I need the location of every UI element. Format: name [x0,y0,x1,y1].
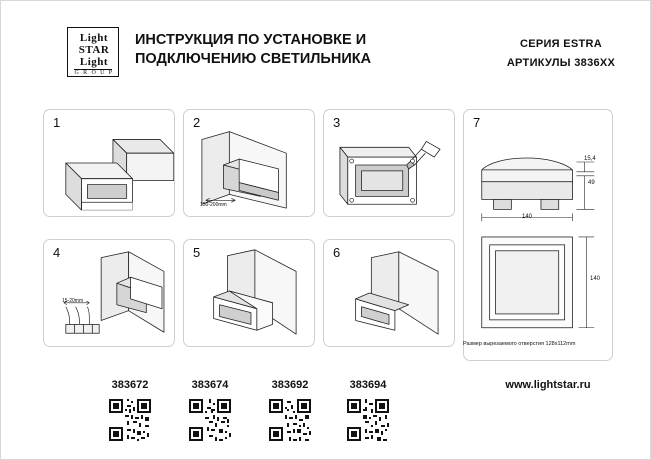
step-3-figure [324,110,454,216]
step-4-figure [44,240,174,346]
step-number-1: 1 [53,115,61,130]
dimension-height-side: 49 [588,180,595,186]
qr-code-3 [267,397,313,443]
logo-line-3: Light [79,56,109,68]
qr-code-2 [187,397,233,443]
step-number-2: 2 [193,115,201,130]
series-articles: АРТИКУЛЫ 3836XX [506,57,616,69]
dimension-height-small: 15,4 [584,156,596,162]
qr-code-4 [345,397,391,443]
website-link[interactable]: www.lightstar.ru [505,379,591,391]
step-box-7 [463,109,613,361]
step-1-figure [44,110,174,216]
page-title [135,31,415,69]
article-code-1: 383672 [111,379,149,391]
step-7-figure [464,110,612,360]
dimension-height-front: 140 [590,276,601,282]
article-code-3: 383692 [271,379,309,391]
article-code-4: 383694 [349,379,387,391]
step-box-6 [323,239,455,347]
series-block [461,35,651,73]
logo-line-2: STAR [78,44,110,56]
step-box-1 [43,109,175,217]
article-code-2: 383674 [191,379,229,391]
hole-size-note: Размер вырезаемого отверстия 128х112mm [463,341,576,347]
step-box-2 [183,109,315,217]
step-number-5: 5 [193,245,201,260]
series-name: СЕРИЯ ESTRA [519,38,603,50]
dimension-width-top: 140 [522,214,533,220]
step-2-figure [184,110,314,216]
step-5-figure [184,240,314,346]
step-number-4: 4 [53,245,61,260]
step-number-6: 6 [333,245,341,260]
page-title-line-1: ИНСТРУКЦИЯ ПО УСТАНОВКЕ И [135,32,367,48]
step-4-caption: 15-20mm [62,298,84,304]
qr-code-1 [107,397,153,443]
lightstar-logo [67,27,119,77]
step-number-3: 3 [333,115,341,130]
step-box-5 [183,239,315,347]
step-6-figure [324,240,454,346]
page-title-line-2: ПОДКЛЮЧЕНИЮ СВЕТИЛЬНИКА [135,51,372,67]
step-box-3 [323,109,455,217]
logo-group-label: G R O U P [74,70,114,76]
header [31,23,626,85]
step-2-caption: 150-200mm [200,202,227,208]
step-box-4 [43,239,175,347]
step-number-7: 7 [473,115,481,130]
logo-line-1: Light [79,32,109,44]
